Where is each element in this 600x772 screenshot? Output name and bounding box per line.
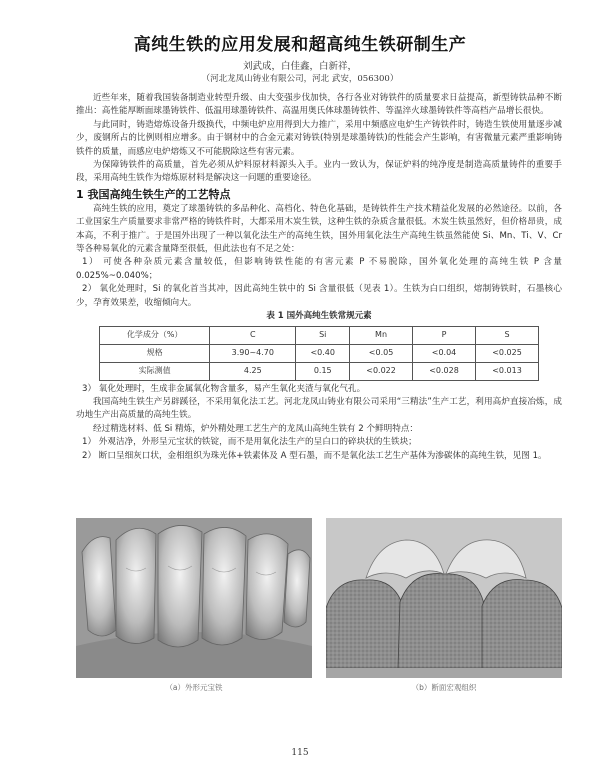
table-cell: <0.028 <box>413 362 476 380</box>
section-paragraph-1: 高纯生铁的应用，奠定了球墨铸铁的多品种化、高档化、特色化基础，是铸铁件生产技术精益化发展的必然途径。以前，各工业国家生产质量要求非常严格的铸铁件时，大都采用木炭生铁，这种生铁的杂质含量很低。木炭生铁虽然好，但价格昂贵，成本高，不利于推广。于是国外出现了一种以氧化法生产的高纯生铁，国外用氧化法生产高纯生铁虽然能使 Si、Mn、Ti、V、Cr 等各种易氧化的元素含量降至很低，但此法也有不足之处： <box>76 203 562 255</box>
figure-1 <box>76 518 562 678</box>
table-header-cell: Si <box>296 326 350 344</box>
table-header-cell: P <box>413 326 476 344</box>
section-paragraph-2: 我国高纯生铁生产另辟蹊径，不采用氧化法工艺。河北龙凤山铸业有限公司采用“三精法”生产工艺，利用高炉直接冶炼，成功地生产出高质量的高纯生铁。 <box>76 396 562 421</box>
table-cell: <0.05 <box>350 344 413 362</box>
table-header-cell: Mn <box>350 326 413 344</box>
table-cell: <0.022 <box>350 362 413 380</box>
affiliation: （河北龙凤山铸业有限公司，河北 武安，056300） <box>201 74 399 84</box>
table-cell: <0.025 <box>476 344 539 362</box>
list-item: 1） 外观洁净，外形呈元宝状的铁锭，而不是用氧化法生产的呈白口的碎块状的生铁块； <box>82 437 417 448</box>
figure-caption-b: （b）断面宏观组织 <box>411 683 477 692</box>
table-header-cell: S <box>476 326 539 344</box>
table-header-cell: 化学成分（%） <box>100 326 210 344</box>
table-cell: 4.25 <box>210 362 296 380</box>
intro-paragraph-1: 近些年来，随着我国装备制造业转型升级、由大变强步伐加快，各行各业对铸铁件的质量要求日益提高，新型铸铁品种不断推出：高性能厚断面球墨铸铁件、低温用球墨铸铁件、高温用奥氏体球墨铸铁件、等温淬火球墨铸铁件等高档产品增长很快。 <box>76 93 562 117</box>
table-cell: <0.40 <box>296 344 350 362</box>
list-item: 2） 氧化处理时，Si 的氧化首当其冲，因此高纯生铁中的 Si 含量很低（见表 1）。生铁为白口组织，熔制铸铁时，石墨核心少，孕育效果差，收缩倾向大。 <box>76 284 562 308</box>
page-number: 115 <box>291 748 309 758</box>
table-header-row <box>100 326 539 344</box>
table-header-cell: C <box>210 326 296 344</box>
table-cell: <0.04 <box>413 344 476 362</box>
table-cell: <0.013 <box>476 362 539 380</box>
ingot-photo <box>76 518 312 678</box>
body-text <box>76 92 562 463</box>
table-cell: 3.90~4.70 <box>210 344 296 362</box>
figure-caption-a: （a）外形元宝铁 <box>165 683 223 692</box>
composition-table <box>99 326 539 381</box>
table-row <box>100 362 539 380</box>
fracture-photo <box>326 518 562 678</box>
author-list: 刘武成，白佳鑫，白新祥， <box>242 61 357 72</box>
paper-title: 高纯生铁的应用发展和超高纯生铁研制生产 <box>133 35 467 55</box>
list-item: 3） 氧化处理时，生成非金属氧化物含量多，易产生氧化夹渣与氧化气孔。 <box>82 383 366 394</box>
intro-paragraph-2: 与此同时，铸造熔炼设备升级换代，中频电炉应用得到大力推广，采用中频感应电炉生产铸铁件时，铸造生铁使用量逐步减少，废钢所占的比例则相应增多。由于钢材中的合金元素对铸铁(特别是球墨铸铁)的性能会产生影响，有害微量元素严重影响铸铁件的质量，而感应电炉熔炼又不可能脱除这些有害元素。 <box>76 119 562 157</box>
section-heading: 1 我国高纯生铁生产的工艺特点 <box>76 187 231 201</box>
section-paragraph-3: 经过精选材料、低 Si 精炼，炉外精处理工艺生产的龙凤山高纯生铁有 2 个鲜明特点： <box>93 423 419 434</box>
intro-paragraph-3: 为保障铸铁件的高质量，首先必须从炉料原材料源头入手。业内一致认为，保证炉料的纯净度是制造高质量铸件的重要手段，采用高纯生铁作为熔炼原材料是解决这一问题的重要途径。 <box>76 160 562 184</box>
table-row-label: 规格 <box>100 344 210 362</box>
table-cell: 0.15 <box>296 362 350 380</box>
list-item: 1） 可使各种杂质元素含量较低，但影响铸铁性能的有害元素 P 不易脱除，国外氧化处理的高纯生铁 P 含量 0.025%~0.040%； <box>76 257 562 281</box>
list-item: 2） 断口呈细灰口状，金相组织为珠光体+铁素体及 A 型石墨，而不是氧化法工艺生产基体为渗碳体的高纯生铁，见图 1。 <box>82 450 547 461</box>
table-row-label: 实际测值 <box>100 362 210 380</box>
table-row <box>100 344 539 362</box>
table-caption: 表 1 国外高纯生铁常规元素 <box>266 311 372 322</box>
